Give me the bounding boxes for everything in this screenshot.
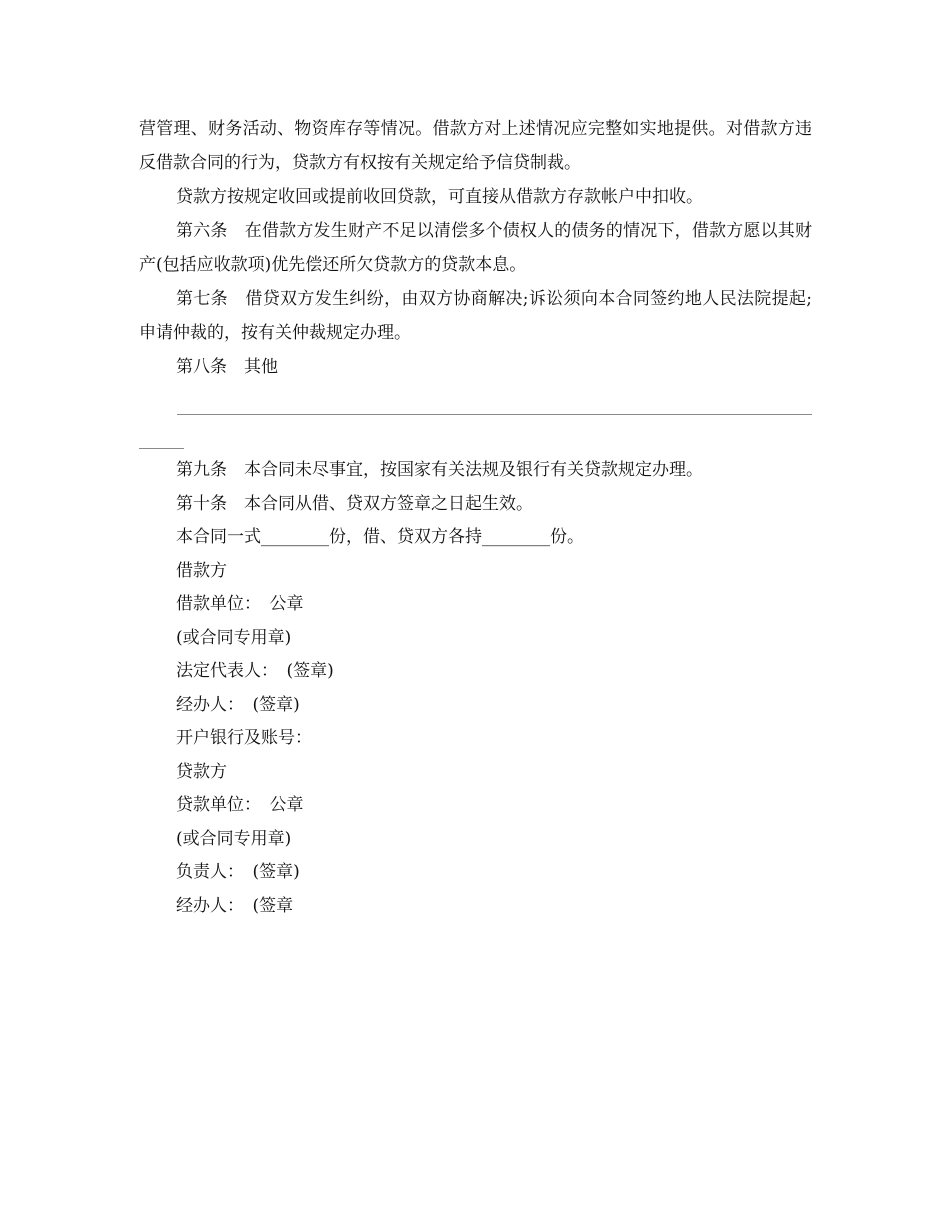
borrower-seal-note: (或合同专用章) <box>176 627 292 648</box>
copies-clause: 本合同一式________份，借、贷双方各持________份。 <box>176 527 584 547</box>
borrower-handler: 经办人： (签章) <box>176 694 300 715</box>
document-page <box>139 112 812 923</box>
borrower-unit: 借款单位： 公章 <box>176 594 304 614</box>
blank-line-long <box>177 414 812 415</box>
paragraph-loan-recovery: 贷款方按规定收回或提前收回贷款，可直接从借款方存款帐户中扣收。 <box>176 187 703 207</box>
borrower-bank-account: 开户银行及账号： <box>176 728 312 748</box>
paragraph-business-info: 营管理、财务活动、物资库存等情况。借款方对上述情况应完整如实地提供。对借款方违反借款合同的行为，贷款方有权按有关规定给予信贷制裁。 <box>139 119 812 173</box>
contract-closing-section <box>139 454 812 923</box>
lender-unit: 贷款单位： 公章 <box>176 795 304 815</box>
lender-responsible-person: 负责人： (签章) <box>176 862 300 882</box>
article-9: 第九条 本合同未尽事宜，按国家有关法规及银行有关贷款规定办理。 <box>176 460 703 480</box>
borrower-heading: 借款方 <box>176 560 227 581</box>
article-10: 第十条 本合同从借、贷双方签章之日起生效。 <box>176 493 533 514</box>
borrower-legal-rep: 法定代表人： (签章) <box>176 661 334 681</box>
lender-heading: 贷款方 <box>176 761 227 782</box>
article-6: 第六条 在借款方发生财产不足以清偿多个债权人的债务的情况下，借款方愿以其财产(包括应收款项)优先偿还所欠贷款方的贷款本息。 <box>139 221 812 275</box>
article-7: 第七条 借贷双方发生纠纷，由双方协商解决;诉讼须向本合同签约地人民法院提起;申请仲裁的，按有关仲裁规定办理。 <box>139 289 812 343</box>
lender-handler: 经办人： (签章 <box>176 895 294 916</box>
lender-seal-note: (或合同专用章) <box>176 828 292 849</box>
blank-fill-lines <box>139 384 812 454</box>
article-8: 第八条 其他 <box>176 357 278 377</box>
blank-line-short <box>139 448 184 449</box>
